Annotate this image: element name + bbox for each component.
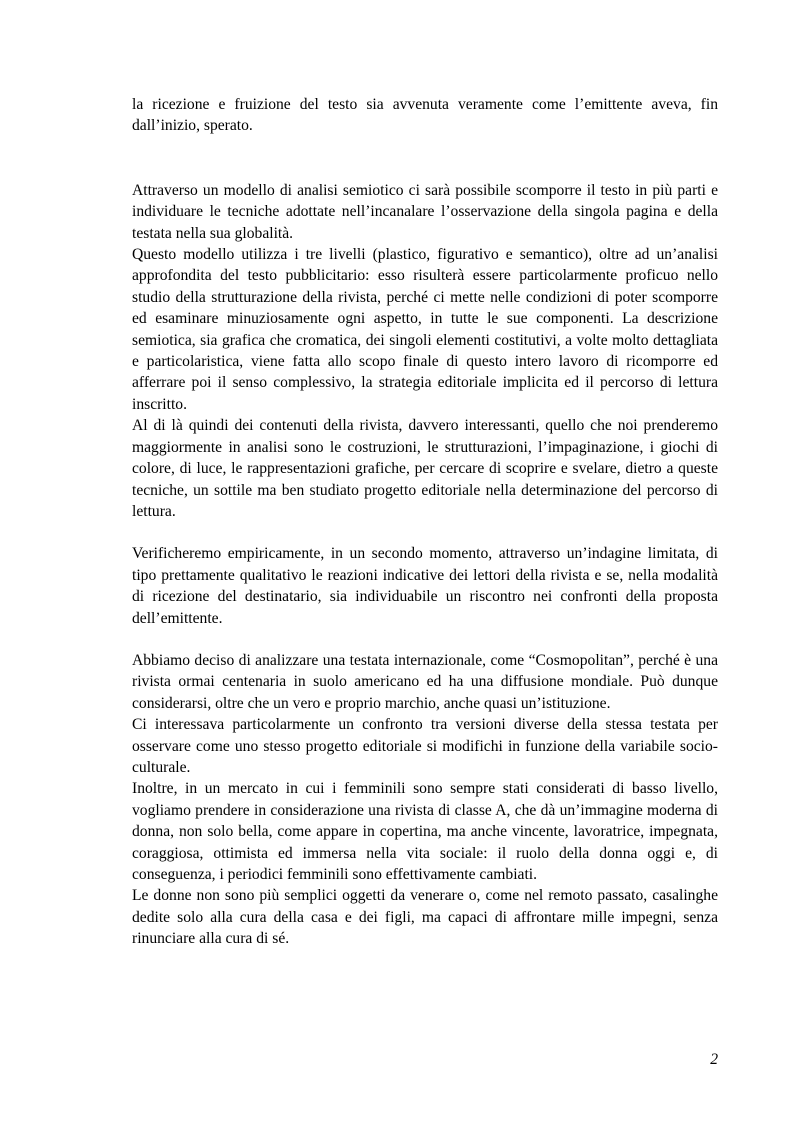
paragraph: Verificheremo empiricamente, in un secondo momento, attraverso un’indagine limitata, di tipo prettamente qualitativo le reazioni indicative dei lettori della rivista e se, nella modalità di ricezione del destinatario, sia individuabile un riscontro nei confronti della proposta dell’emittente.	[132, 545, 718, 627]
paragraph: Attraverso un modello di analisi semiotico ci sarà possibile scomporre il testo in più parti e individuare le tecniche adottate nell’incanalare l’osservazione della singola pagina e della testata nella sua globalità.	[132, 181, 718, 242]
paragraph-spacer	[132, 629, 718, 650]
document-body	[132, 94, 718, 950]
page-number: 2	[710, 1051, 718, 1068]
paragraph-spacer	[132, 137, 718, 180]
paragraph: la ricezione e fruizione del testo sia avvenuta veramente come l’emittente aveva, fin dall’inizio, sperato.	[132, 96, 718, 135]
paragraph: Questo modello utilizza i tre livelli (plastico, figurativo e semantico), oltre ad un’analisi approfondita del testo pubblicitario: esso risulterà essere particolarmente proficuo nello studio della strutturazione della rivista, perché ci mette nelle condizioni di poter scomporre ed esaminare minuziosamente ogni aspetto, in tutte le sue componenti. La descrizione semiotica, sia grafica che cromatica, dei singoli elementi costitutivi, a volte molto dettagliata e particolaristica, viene fatta allo scopo finale di questo intero lavoro di ricomporre ed afferrare poi il senso complessivo, la strategia editoriale implicita ed il percorso di lettura inscritto.	[132, 246, 718, 413]
paragraph-spacer	[132, 522, 718, 543]
paragraph: Ci interessava particolarmente un confronto tra versioni diverse della stessa testata per osservare come uno stesso progetto editoriale si modifichi in funzione della variabile socio-culturale.	[132, 716, 718, 776]
paragraph: Le donne non sono più semplici oggetti da venerare o, come nel remoto passato, casalinghe dedite solo alla cura della casa e dei figli, ma capaci di affrontare mille impegni, senza rinunciare alla cura di sé.	[132, 887, 718, 948]
paragraph: Abbiamo deciso di analizzare una testata internazionale, come “Cosmopolitan”, perché è una rivista ormai centenaria in suolo americano ed ha una diffusione mondiale. Può dunque considerarsi, oltre che un vero e proprio marchio, anche quasi un’istituzione.	[132, 651, 718, 712]
paragraph: Al di là quindi dei contenuti della rivista, davvero interessanti, quello che noi prenderemo maggiormente in analisi sono le costruzioni, le strutturazioni, l’impaginazione, i giochi di colore, di luce, le rappresentazioni grafiche, per cercare di scoprire e svelare, dietro a queste tecniche, un sottile ma ben studiato progetto editoriale nella determinazione del percorso di lettura.	[132, 417, 718, 520]
paragraph: Inoltre, in un mercato in cui i femminili sono sempre stati considerati di basso livello, vogliamo prendere in considerazione una rivista di classe A, che dà un’immagine moderna di donna, non solo bella, come appare in copertina, ma anche vincente, lavoratrice, impegnata, coraggiosa, ottimista ed immersa nella vita sociale: il ruolo della donna oggi e, di conseguenza, i periodici femminili sono effettivamente cambiati.	[132, 780, 718, 883]
